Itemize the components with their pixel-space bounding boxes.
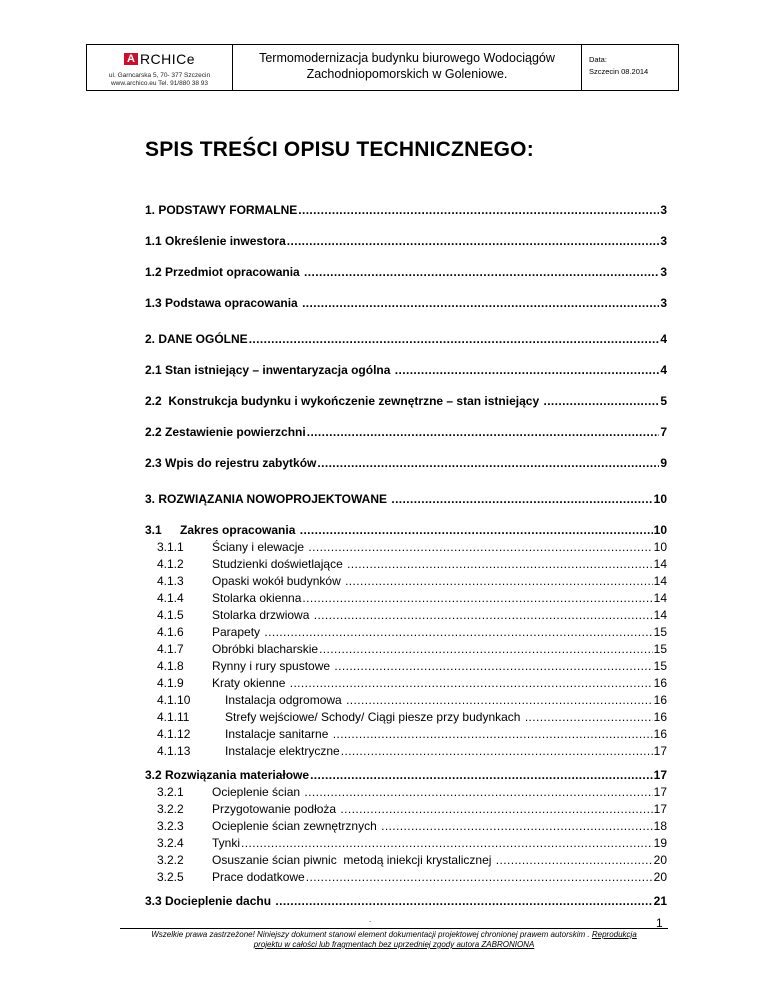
toc-leader-dots xyxy=(341,744,653,758)
toc-entry[interactable] xyxy=(145,425,667,441)
toc-leader-dots xyxy=(287,234,660,248)
toc-entry[interactable] xyxy=(145,768,667,784)
page-number: 1 xyxy=(656,916,663,930)
project-title-line-2: Zachodniopomorskich w Goleniowe. xyxy=(306,67,508,81)
toc-leader-dots xyxy=(249,332,660,346)
toc-entry-number: 4.1.13 xyxy=(157,744,191,758)
toc-entry-label: 2.3 Wpis do rejestru zabytków xyxy=(145,456,317,470)
toc-leader-dots xyxy=(334,659,652,673)
toc-leader-dots xyxy=(310,768,653,782)
toc-entry-number: 4.1.2 xyxy=(157,557,184,571)
toc-entry-page: 10 xyxy=(653,492,667,506)
toc-entry-page: 20 xyxy=(653,853,667,867)
logo-mark: A xyxy=(124,53,138,65)
project-title-cell xyxy=(233,45,582,91)
date-label: Data: xyxy=(589,55,607,64)
toc-entry-label: Rynny i rury spustowe xyxy=(212,659,334,673)
toc-leader-dots xyxy=(317,456,659,470)
toc-entry[interactable] xyxy=(145,819,667,835)
toc-entry-label: 2.2 Konstrukcja budynku i wykończenie zewnętrzne – stan istniejący xyxy=(145,394,543,408)
toc-entry-label: Instalacje sanitarne xyxy=(225,727,332,741)
toc-entry-number: 4.1.5 xyxy=(157,608,184,622)
footer-dot: . xyxy=(369,915,372,924)
toc-leader-dots xyxy=(345,574,653,588)
toc-entry[interactable] xyxy=(145,853,667,869)
toc-entry-label: Ocieplenie ścian zewnętrznych xyxy=(212,819,381,833)
toc-entry-label: 3. ROZWIĄZANIA NOWOPROJEKTOWANE xyxy=(145,492,391,506)
toc-entry-label: Instalacje elektryczne xyxy=(225,744,340,758)
toc-entry-label: 1. PODSTAWY FORMALNE xyxy=(145,203,298,217)
toc-leader-dots xyxy=(298,203,659,217)
toc-leader-dots xyxy=(395,363,660,377)
toc-leader-dots xyxy=(340,802,652,816)
page-title: SPIS TREŚCI OPISU TECHNICZNEGO: xyxy=(145,138,534,161)
toc-entry[interactable] xyxy=(145,710,667,726)
toc-entry[interactable] xyxy=(145,265,667,281)
project-title-line-1: Termomodernizacja budynku biurowego Wodociągów xyxy=(259,51,555,65)
toc-entry-page: 18 xyxy=(653,819,667,833)
toc-entry-label: 1.2 Przedmiot opracowania xyxy=(145,265,304,279)
toc-entry-label: 1.3 Podstawa opracowania xyxy=(145,296,302,310)
toc-entry-number: 3.2.1 xyxy=(157,785,184,799)
toc-leader-dots xyxy=(304,785,652,799)
toc-entry[interactable] xyxy=(145,540,667,556)
toc-leader-dots xyxy=(302,296,659,310)
toc-entry-label: Instalacja odgromowa xyxy=(225,693,346,707)
toc-entry-label: 3.3 Docieplenie dachu xyxy=(145,894,275,908)
toc-entry-number: 3.2.5 xyxy=(157,870,184,884)
toc-entry-number: 4.1.6 xyxy=(157,625,184,639)
toc-entry[interactable] xyxy=(145,234,667,250)
footer-line-2: projektu w całości lub fragmentach bez uprzedniej zgody autora ZABRONIONA xyxy=(253,940,535,949)
toc-leader-dots xyxy=(333,727,653,741)
toc-leader-dots xyxy=(300,523,653,537)
toc-entry[interactable] xyxy=(145,332,667,348)
toc-entry-label: Stolarka okienna xyxy=(212,591,302,605)
toc-entry[interactable] xyxy=(145,557,667,573)
toc-entry[interactable] xyxy=(145,625,667,641)
toc-entry[interactable] xyxy=(145,802,667,818)
archico-logo xyxy=(87,51,232,67)
toc-entry-number: 3.1 xyxy=(145,523,162,537)
toc-entry-label: Parapety xyxy=(212,625,264,639)
toc-entry-label: Tynki xyxy=(212,836,241,850)
toc-leader-dots xyxy=(496,853,653,867)
toc-entry-number: 3.2.4 xyxy=(157,836,184,850)
toc-entry-number: 3.2.2 xyxy=(157,802,184,816)
copyright-footer xyxy=(120,930,668,950)
address-line-2: www.archico.eu Tel. 91/880 38 93 xyxy=(110,80,209,87)
toc-entry[interactable] xyxy=(145,676,667,692)
toc-leader-dots xyxy=(319,642,653,656)
toc-entry[interactable] xyxy=(145,659,667,675)
toc-entry[interactable] xyxy=(145,523,667,539)
toc-entry-page: 14 xyxy=(653,574,667,588)
logo-cell xyxy=(87,45,233,91)
toc-entry-page: 3 xyxy=(660,203,667,217)
toc-entry-page: 20 xyxy=(653,870,667,884)
toc-entry-number: 3.1.1 xyxy=(157,540,184,554)
toc-leader-dots xyxy=(391,492,652,506)
toc-entry-number: 4.1.10 xyxy=(157,693,191,707)
toc-entry-page: 17 xyxy=(653,744,667,758)
toc-entry[interactable] xyxy=(145,574,667,590)
toc-entry-page: 19 xyxy=(653,836,667,850)
toc-leader-dots xyxy=(381,819,653,833)
toc-entry-label: Zakres opracowania xyxy=(180,523,299,537)
toc-leader-dots xyxy=(306,870,653,884)
toc-entry-label: Kraty okienne xyxy=(212,676,289,690)
toc-entry-label: Studzienki doświetlające xyxy=(212,557,347,571)
toc-leader-dots xyxy=(241,836,653,850)
toc-entry-page: 14 xyxy=(653,608,667,622)
toc-entry-label: 1.1 Określenie inwestora xyxy=(145,234,286,248)
toc-entry[interactable] xyxy=(145,727,667,743)
toc-entry-page: 14 xyxy=(653,591,667,605)
date-value: Szczecin 08.2014 xyxy=(589,67,649,76)
toc-leader-dots xyxy=(314,608,653,622)
toc-leader-dots xyxy=(275,894,652,908)
toc-entry-label: Ocieplenie ścian xyxy=(212,785,304,799)
toc-entry-number: 3.2.3 xyxy=(157,819,184,833)
address-line-1: ul. Garncarska 5, 70- 377 Szczecin xyxy=(108,72,211,79)
toc-leader-dots xyxy=(304,265,659,279)
company-address xyxy=(87,72,232,88)
toc-entry-page: 15 xyxy=(653,642,667,656)
toc-entry-label: Prace dodatkowe xyxy=(212,870,305,884)
toc-entry-number: 4.1.11 xyxy=(157,710,190,724)
toc-leader-dots xyxy=(346,693,653,707)
toc-entry-label: Obróbki blacharskie xyxy=(212,642,319,656)
toc-entry[interactable] xyxy=(145,456,667,472)
toc-entry-number: 4.1.4 xyxy=(157,591,184,605)
toc-leader-dots xyxy=(302,591,652,605)
toc-entry-page: 3 xyxy=(660,234,667,248)
toc-entry[interactable] xyxy=(145,203,667,219)
toc-entry-page: 4 xyxy=(660,332,667,346)
toc-entry-page: 3 xyxy=(660,296,667,310)
toc-entry-page: 16 xyxy=(653,710,667,724)
toc-entry[interactable] xyxy=(145,296,667,312)
toc-entry-number: 4.1.12 xyxy=(157,727,191,741)
toc-entry[interactable] xyxy=(145,394,667,410)
toc-entry-number: 4.1.9 xyxy=(157,676,184,690)
toc-entry-label: 2.1 Stan istniejący – inwentaryzacja ogólna xyxy=(145,363,394,377)
footer-line-1-text: Wszelkie prawa zastrzeżone! Niniejszy dokument stanowi element dokumentacji projektowej chronionej prawem autorskim . xyxy=(151,930,592,939)
toc-entry[interactable] xyxy=(145,642,667,658)
footer-line-1-link: Reprodukcja xyxy=(591,930,637,939)
toc-entry[interactable] xyxy=(145,591,667,607)
toc-leader-dots xyxy=(290,676,653,690)
toc-entry-page: 17 xyxy=(653,802,667,816)
toc-entry-label: 2. DANE OGÓLNE xyxy=(145,332,248,346)
toc-entry-page: 5 xyxy=(660,394,667,408)
toc-entry-number: 4.1.7 xyxy=(157,642,184,656)
toc-entry-label: Stolarka drzwiowa xyxy=(212,608,313,622)
toc-entry[interactable] xyxy=(145,492,667,508)
toc-entry-page: 14 xyxy=(653,557,667,571)
footer-rule xyxy=(120,928,668,929)
toc-leader-dots xyxy=(264,625,652,639)
toc-entry[interactable] xyxy=(145,870,667,886)
toc-entry-label: 3.2 Rozwiązania materiałowe xyxy=(145,768,310,782)
toc-entry-page: 9 xyxy=(660,456,667,470)
toc-entry-label: Opaski wokół budynków xyxy=(212,574,345,588)
toc-entry-page: 10 xyxy=(653,540,667,554)
toc-entry[interactable] xyxy=(145,894,667,910)
toc-entry-number: 3.2.2 xyxy=(157,853,184,867)
toc-entry-page: 15 xyxy=(653,659,667,673)
toc-leader-dots xyxy=(307,425,660,439)
toc-entry[interactable] xyxy=(145,363,667,379)
toc-entry-label: Ściany i elewacje xyxy=(212,540,308,554)
toc-entry-page: 15 xyxy=(653,625,667,639)
toc-entry-number: 4.1.8 xyxy=(157,659,184,673)
toc-entry-page: 17 xyxy=(653,768,667,782)
toc-entry-page: 4 xyxy=(660,363,667,377)
toc-entry-label: Przygotowanie podłoża xyxy=(212,802,340,816)
toc-entry[interactable] xyxy=(145,608,667,624)
toc-entry-page: 7 xyxy=(660,425,667,439)
toc-entry-page: 3 xyxy=(660,265,667,279)
toc-entry-page: 16 xyxy=(653,693,667,707)
logo-text: RCHICe xyxy=(139,51,196,67)
toc-entry-page: 21 xyxy=(653,894,667,908)
toc-entry-page: 16 xyxy=(653,676,667,690)
header-table xyxy=(86,44,679,91)
toc-leader-dots xyxy=(347,557,653,571)
toc-entry[interactable] xyxy=(145,693,667,709)
toc-entry[interactable] xyxy=(145,785,667,801)
toc-entry-page: 16 xyxy=(653,727,667,741)
toc-entry-label: Strefy wejściowe/ Schody/ Ciągi piesze przy budynkach xyxy=(225,710,524,724)
date-cell xyxy=(582,45,679,91)
toc-entry-page: 17 xyxy=(653,785,667,799)
toc-leader-dots xyxy=(543,394,659,408)
toc-entry-label: Osuszanie ścian piwnic metodą iniekcji krystalicznej xyxy=(212,853,495,867)
toc-leader-dots xyxy=(525,710,653,724)
toc-entry[interactable] xyxy=(145,744,667,760)
footer-line-1 xyxy=(120,930,668,940)
toc-entry-page: 10 xyxy=(653,523,667,537)
toc-entry[interactable] xyxy=(145,836,667,852)
toc-entry-label: 2.2 Zestawienie powierzchni xyxy=(145,425,306,439)
toc-leader-dots xyxy=(308,540,652,554)
toc-entry-number: 4.1.3 xyxy=(157,574,184,588)
